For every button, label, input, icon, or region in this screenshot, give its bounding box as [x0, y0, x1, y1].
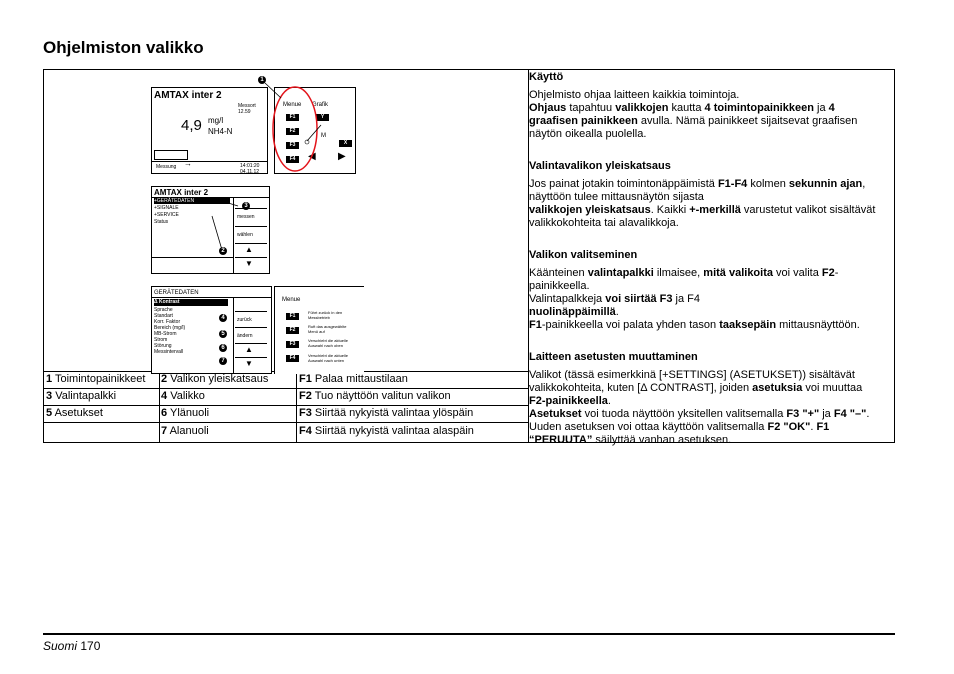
legend-col-line: [296, 371, 297, 443]
text-run: tapahtuu: [566, 102, 616, 114]
menu-item[interactable]: Strom: [154, 337, 168, 343]
f3-description: Verschiebt die aktuelle Auswahl nach oben: [308, 338, 349, 348]
paragraph: [529, 204, 889, 217]
paragraph: [529, 382, 889, 395]
callout-1: 1: [258, 76, 266, 84]
text-run: varustetut valikot sisältävät: [740, 204, 876, 216]
legend-text: Asetukset: [54, 407, 103, 419]
legend-f3: [299, 407, 473, 420]
legend-num: F4: [299, 425, 312, 437]
paragraph: [529, 115, 889, 128]
legend-text: Valikon yleiskatsaus: [170, 373, 269, 385]
highlight-overlay: [255, 75, 325, 179]
text-run: Valintapalkkeja: [529, 293, 606, 305]
callout-5: 5: [219, 330, 227, 338]
legend-text: Tuo näyttöön valitun valikon: [314, 390, 451, 402]
paragraph: painikkeella.: [529, 280, 590, 292]
paragraph: näyttöön tulee mittausnäytön sijasta: [529, 191, 704, 203]
text-run: F4 "–": [833, 408, 867, 420]
up-arrow-icon: ▲: [245, 245, 253, 254]
text-run: F3 "+": [786, 408, 820, 420]
aendern-label: ändern: [237, 333, 253, 339]
menu-item[interactable]: Korr. Faktor: [154, 319, 181, 325]
footer-language: Suomi: [43, 639, 78, 653]
text-run: +-merkillä: [689, 204, 741, 216]
text-run: ja F4: [672, 293, 701, 305]
paragraph: Asetukset voi tuoda näyttöön yksitellen valitsemalla F3 "+" ja F4 "–".: [529, 408, 870, 420]
legend-f4: [299, 425, 474, 438]
up-button[interactable]: [235, 343, 267, 358]
paragraph: [529, 421, 889, 434]
legend-6: [161, 407, 209, 420]
text-run: taaksepäin: [719, 319, 777, 331]
text-run: F2: [821, 267, 835, 279]
time: 14:01:20: [240, 163, 260, 169]
menu-item[interactable]: Störung: [154, 343, 172, 349]
legend-row-line: [44, 422, 528, 423]
legend-num: F2: [299, 390, 312, 402]
menue-label: Menue: [283, 102, 302, 108]
text-run: graafisen painikkeen: [529, 115, 638, 127]
divider: [152, 257, 233, 258]
menu-item-selected[interactable]: Δ Kontrast: [154, 299, 228, 306]
f3-key[interactable]: F3: [286, 142, 299, 149]
legend-2: [161, 373, 268, 386]
text-run: kolmen: [747, 178, 789, 190]
legend-num: 7: [161, 425, 168, 437]
text-run: .: [810, 421, 817, 433]
paragraph: [529, 293, 889, 306]
paragraph: näytön oikealla puolella.: [529, 128, 647, 140]
text-run: F2 "OK": [767, 421, 811, 433]
divider: [233, 297, 234, 373]
f4-key[interactable]: F4: [286, 355, 299, 362]
text-run: valikkokohteita, kuten [Δ CONTRAST], joiden: [529, 382, 753, 394]
menue-label: Menue: [282, 297, 301, 303]
grafik-label: Grafik: [312, 102, 329, 108]
zurueck-button[interactable]: [235, 311, 267, 326]
measured-value: 4,9: [181, 117, 202, 134]
text-run: -painikkeella voi palata yhden tason: [541, 319, 720, 331]
f2-key[interactable]: F2: [286, 128, 299, 135]
text-run: sekunnin ajan: [788, 178, 863, 190]
x-key[interactable]: X: [339, 140, 352, 147]
text-run: voi muuttaa: [802, 382, 863, 394]
legend-num: 6: [161, 407, 168, 419]
aendern-button[interactable]: [235, 327, 267, 342]
text-run: asetuksia: [752, 382, 803, 394]
legend-num: 4: [161, 390, 168, 402]
paragraph: [529, 434, 889, 447]
paragraph: Ohjelmisto ohjaa laitteen kaikkia toimintoja.: [529, 89, 740, 101]
paragraph: [529, 319, 889, 332]
text-run: Asetukset: [529, 408, 582, 420]
arrow-right-icon: →: [184, 159, 192, 168]
menu-item[interactable]: Messintervall: [154, 349, 184, 355]
text-run: ja: [819, 408, 834, 420]
menu-item[interactable]: +SIGNALE: [154, 205, 179, 211]
screen-title: AMTAX inter 2: [154, 90, 222, 101]
pen-icon: [307, 125, 321, 141]
text-run: mittausnäyttöön.: [776, 319, 860, 331]
legend-num: 2: [161, 373, 168, 385]
menu-item[interactable]: +SERVICE: [154, 212, 179, 218]
legend-text: Siirtää nykyistä valintaa ylöspäin: [314, 407, 474, 419]
arrow-right-icon[interactable]: ▶: [338, 151, 346, 162]
paragraph: valikkokohteita tai alavalikkoja.: [529, 217, 679, 229]
text-run: F2-painikkeella: [529, 395, 608, 407]
text-run: Ohjaus: [529, 102, 567, 114]
m-label: M: [321, 133, 326, 139]
legend-3: [46, 390, 116, 403]
menu-item-selected[interactable]: +GERÄTEDATEN: [154, 198, 230, 204]
heading-overview: Valintavalikon yleiskatsaus: [529, 160, 671, 172]
y-key[interactable]: Y: [316, 114, 329, 121]
text-run: ja: [813, 102, 829, 114]
callout-4: 4: [219, 314, 227, 322]
text-run: Uuden asetuksen voi ottaa käyttöön valitsemalla: [529, 421, 768, 433]
legend-text: Alanuoli: [169, 425, 209, 437]
callout-line: [212, 198, 238, 206]
arrow-left-icon[interactable]: ◀: [308, 151, 316, 162]
legend-f2: [299, 390, 451, 403]
f3-key[interactable]: F3: [286, 341, 299, 348]
callout-3: 3: [242, 202, 250, 210]
legend-text: Valintapalkki: [55, 390, 117, 402]
status-box: [154, 150, 188, 160]
menu-item[interactable]: Status: [154, 219, 169, 225]
legend-text: Palaa mittaustilaan: [314, 373, 408, 385]
down-button[interactable]: [235, 257, 267, 272]
unit: mg/l: [208, 116, 224, 125]
species: NH4-N: [208, 127, 233, 136]
footer: [43, 639, 100, 653]
legend-text: Toimintopainikkeet: [54, 373, 146, 385]
text-run: kautta: [668, 102, 705, 114]
down-arrow-icon: ▼: [245, 359, 253, 368]
f2-description: Ruft das ausgewählte Menü auf: [308, 324, 347, 334]
f1-key[interactable]: F1: [286, 114, 299, 121]
legend-text: Ylänuoli: [169, 407, 210, 419]
screen-title: GERÄTEDATEN: [154, 290, 199, 296]
footer-rule: [43, 633, 895, 635]
text-run: mitä valikoita: [703, 267, 773, 279]
legend-text: Siirtää nykyistä valintaa alaspäin: [314, 425, 474, 437]
meas-label: Messort: [238, 103, 256, 109]
bottom-label: Messung: [156, 164, 177, 170]
legend-col-line: [159, 371, 160, 443]
callout-line: [212, 216, 222, 250]
f1-key[interactable]: F1: [286, 313, 299, 320]
text-run: voi valita: [773, 267, 822, 279]
text-run: Käänteinen: [529, 267, 588, 279]
f4-description: Verschiebt die aktuelle Auswahl nach unten: [308, 353, 349, 363]
zurueck-label: zurück: [237, 317, 252, 323]
red-highlight-ellipse: [273, 87, 317, 171]
text-run: “PERUUTA”: [529, 434, 593, 446]
legend-num: 3: [46, 390, 53, 402]
callout-line: [265, 83, 281, 98]
legend-num: 1: [46, 373, 53, 385]
page-title: Ohjelmiston valikko: [43, 38, 204, 57]
callout-6: 6: [219, 344, 227, 352]
paragraph: nuolinäppäimillä.: [529, 306, 619, 318]
heading-settings: Laitteen asetusten muuttaminen: [529, 351, 698, 363]
text-run: valikkojen yleiskatsaus: [529, 204, 651, 216]
text-run: nuolinäppäimillä: [529, 306, 616, 318]
paragraph: Käänteinen valintapalkki ilmaisee, mitä valikoita voi valita F2-: [529, 267, 839, 279]
legend-5: [46, 407, 103, 420]
date: 04.11.12: [240, 169, 260, 175]
text-run: 4 toimintopainikkeen: [704, 102, 814, 114]
meas-number: 12.59: [238, 109, 251, 115]
page-number: 170: [80, 639, 101, 653]
legend-4: [161, 390, 205, 403]
menu-item[interactable]: Sprache: [154, 307, 173, 313]
text-run: F1: [529, 319, 542, 331]
f1-description: Führt zurück in den Messbetrieb: [308, 310, 343, 320]
legend-f1: [299, 373, 408, 386]
text-run: valikkojen: [615, 102, 669, 114]
menu-item[interactable]: Bereich (mg/l): [154, 325, 186, 331]
device-key-panel-2: [274, 286, 364, 374]
text-run: ilmaisee,: [653, 267, 704, 279]
f4-key[interactable]: F4: [286, 156, 299, 163]
up-arrow-icon: ▲: [245, 345, 253, 354]
text-run: Jos painat jotakin toimintonäppäimistä: [529, 178, 718, 190]
legend-row-line: [44, 388, 528, 389]
messen-label: messen: [237, 214, 255, 220]
paragraph: Valikot (tässä esimerkkinä [+SETTINGS] (ASETUKSET)) sisältävät: [529, 369, 855, 381]
legend-num: 5: [46, 407, 53, 419]
divider: [152, 297, 271, 298]
waehlen-label: wählen: [237, 232, 253, 238]
text-run: 4: [828, 102, 835, 114]
legend-num: F3: [299, 407, 312, 419]
legend-num: F1: [299, 373, 312, 385]
paragraph: Jos painat jotakin toimintonäppäimistä F1-F4 kolmen sekunnin ajan,: [529, 178, 866, 190]
legend-row-line: [44, 405, 528, 406]
device-screen-measurement: [151, 87, 268, 174]
text-run: avulla. Nämä painikkeet sijaitsevat graafisen: [637, 115, 858, 127]
divider: [152, 161, 267, 162]
right-column: [529, 71, 889, 447]
text-run: voi tuoda näyttöön yksitellen valitsemalla: [581, 408, 787, 420]
legend-text: Valikko: [170, 390, 205, 402]
heading-select: Valikon valitseminen: [529, 249, 638, 261]
text-run: voi siirtää F3: [605, 293, 673, 305]
f2-key[interactable]: F2: [286, 327, 299, 334]
text-run: F1: [816, 421, 830, 433]
legend-1: [46, 373, 145, 386]
down-arrow-icon: ▼: [245, 259, 253, 268]
paragraph: F2-painikkeella.: [529, 395, 611, 407]
text-run: säilyttää vanhan asetuksen.: [592, 434, 732, 446]
screen-title: AMTAX inter 2: [154, 188, 209, 197]
callout-7: 7: [219, 357, 227, 365]
text-run: valintapalkki: [587, 267, 654, 279]
down-button[interactable]: [235, 357, 267, 372]
text-run: F1-F4: [717, 178, 748, 190]
callout-2: 2: [219, 247, 227, 255]
text-run: . Kaikki: [650, 204, 690, 216]
menu-item[interactable]: Standart: [154, 313, 173, 319]
device-screen-settings: [151, 286, 272, 374]
legend-7: [161, 425, 209, 438]
paragraph: [529, 102, 889, 115]
heading-kaytto: Käyttö: [529, 71, 564, 83]
menu-item[interactable]: MB-Strom: [154, 331, 177, 337]
